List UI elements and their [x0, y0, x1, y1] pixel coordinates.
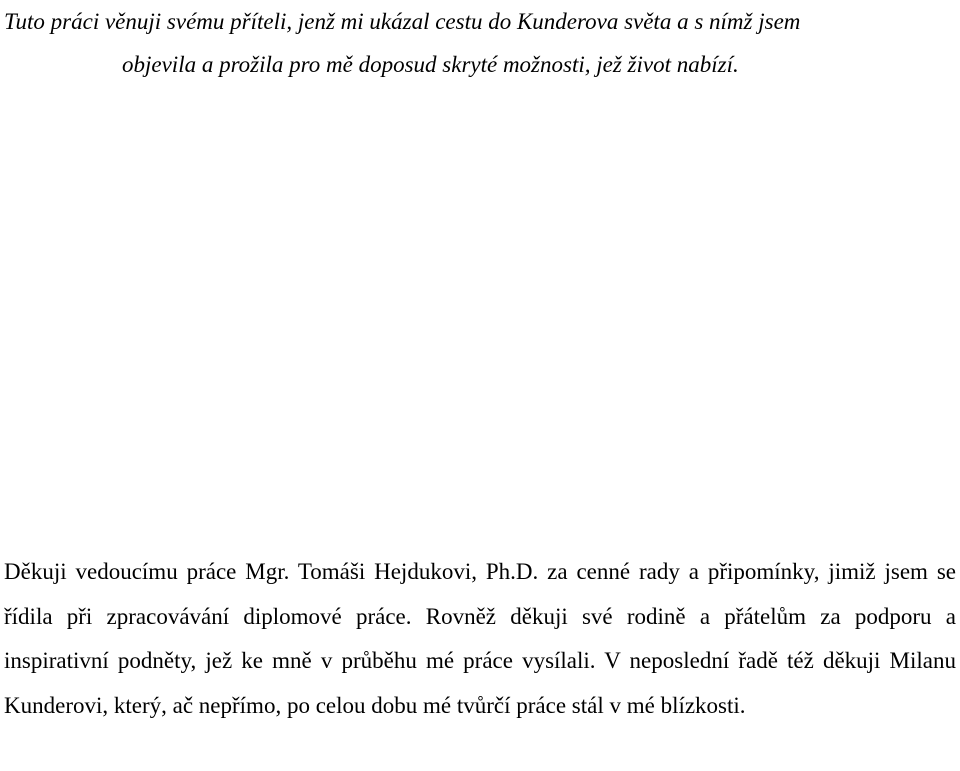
- dedication: [4, 0, 956, 86]
- dedication-line-2: objevila a prožila pro mě doposud skryté možnosti, jež život nabízí.: [122, 52, 739, 77]
- dedication-line-1: Tuto práci věnuji svému příteli, jenž mi ukázal cestu do Kunderova světa a s nímž jsem: [4, 9, 801, 34]
- acknowledgement-paragraph: Děkuji vedoucímu práce Mgr. Tomáši Hejdukovi, Ph.D. za cenné rady a připomínky, jimiž jsem se řídila při zpracovávání diplomové práce. Rovněž děkuji své rodině a přátelům za podporu a inspirativní podněty, jež ke mně v průběhu mé práce vysílali. V neposlední řadě též děkuji Milanu Kunderovi, který, ač nepřímo, po celou dobu mé tvůrčí práce stál v mé blízkosti.: [4, 559, 956, 718]
